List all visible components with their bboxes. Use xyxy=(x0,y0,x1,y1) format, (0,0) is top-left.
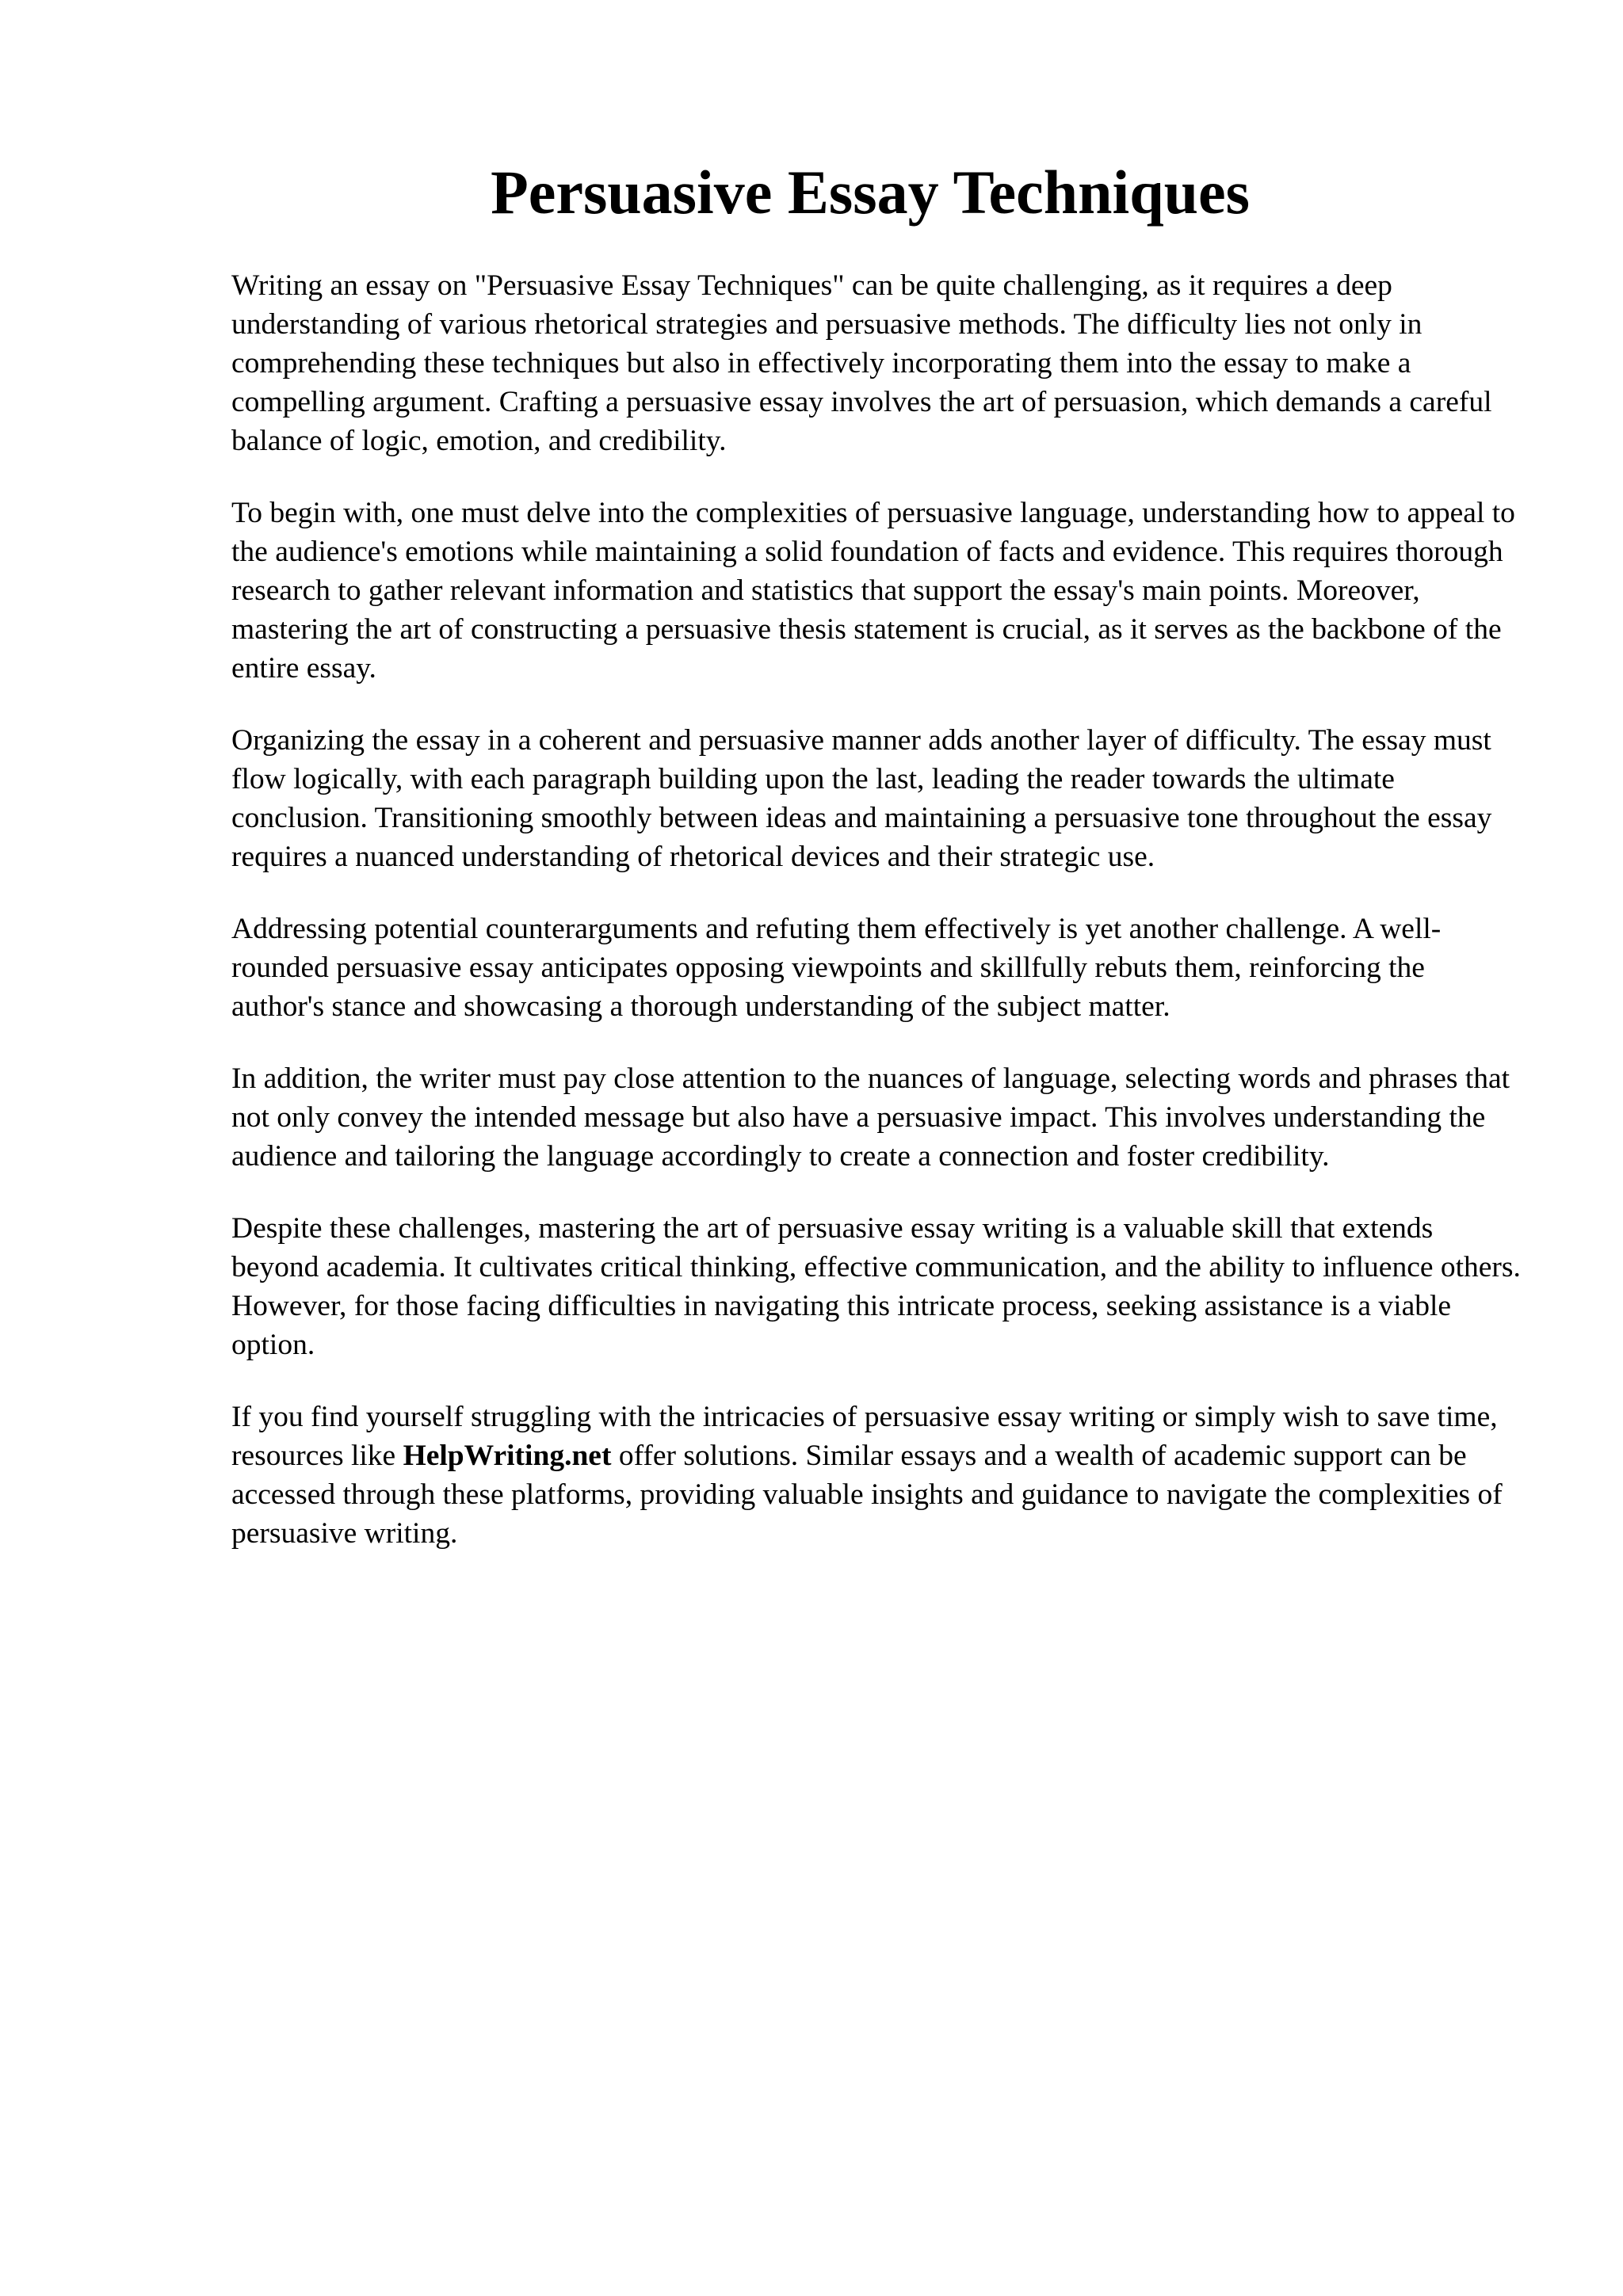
paragraph-2: To begin with, one must delve into the complexities of persuasive language, understanding how to appeal to the audience's emotions while maintaining a solid foundation of facts and evidence. This requires thorough research to gather relevant information and statistics that support the essay's main points. Moreover, mastering the art of constructing a persuasive thesis statement is crucial, as it serves as the backbone of the entire essay. xyxy=(231,497,1515,685)
paragraph-6: Despite these challenges, mastering the art of persuasive essay writing is a valuable skill that extends beyond academia. It cultivates critical thinking, effective communication, and the ability to influence others. However, for those facing difficulties in navigating this intricate process, seeking assistance is a viable option. xyxy=(231,1212,1521,1361)
paragraph-7-start: If you find yourself struggling with the intricacies of persuasive essay writing or simply wish to save time, resources like xyxy=(231,1401,1498,1472)
paragraph-1: Writing an essay on "Persuasive Essay Techniques" can be quite challenging, as it requires a deep understanding of various rhetorical strategies and persuasive methods. The difficulty lies not only in comprehending these techniques but also in effectively incorporating them into the essay to make a compelling argument. Crafting a persuasive essay involves the art of persuasion, which demands a careful balance of logic, emotion, and credibility. xyxy=(231,269,1492,457)
paragraph-7-end: offer solutions. Similar essays and a wealth of academic support can be accessed through these platforms, providing valuable insights and guidance to navigate the complexities of persuasive writing. xyxy=(231,1440,1503,1550)
paragraph-4: Addressing potential counterarguments and refuting them effectively is yet another challenge. A well-rounded persuasive essay anticipates opposing viewpoints and skillfully rebuts them, reinforcing the author's stance and showcasing a thorough understanding of the subject matter. xyxy=(231,913,1442,1023)
paragraph-5: In addition, the writer must pay close attention to the nuances of language, selecting words and phrases that not only convey the intended message but also have a persuasive impact. This involves understanding the audience and tailoring the language accordingly to create a connection and foster credibility. xyxy=(231,1062,1510,1173)
paragraph-7 xyxy=(231,1398,1523,1553)
brand-name: HelpWriting.net xyxy=(403,1440,612,1472)
document-title: Persuasive Essay Techniques xyxy=(491,158,1250,227)
document-body xyxy=(231,266,1523,1586)
paragraph-3: Organizing the essay in a coherent and persuasive manner adds another layer of difficulty. The essay must flow logically, with each paragraph building upon the last, leading the reader towards the ultimate conclusion. Transitioning smoothly between ideas and maintaining a persuasive tone throughout the essay requires a nuanced understanding of rhetorical devices and their strategic use. xyxy=(231,724,1492,873)
